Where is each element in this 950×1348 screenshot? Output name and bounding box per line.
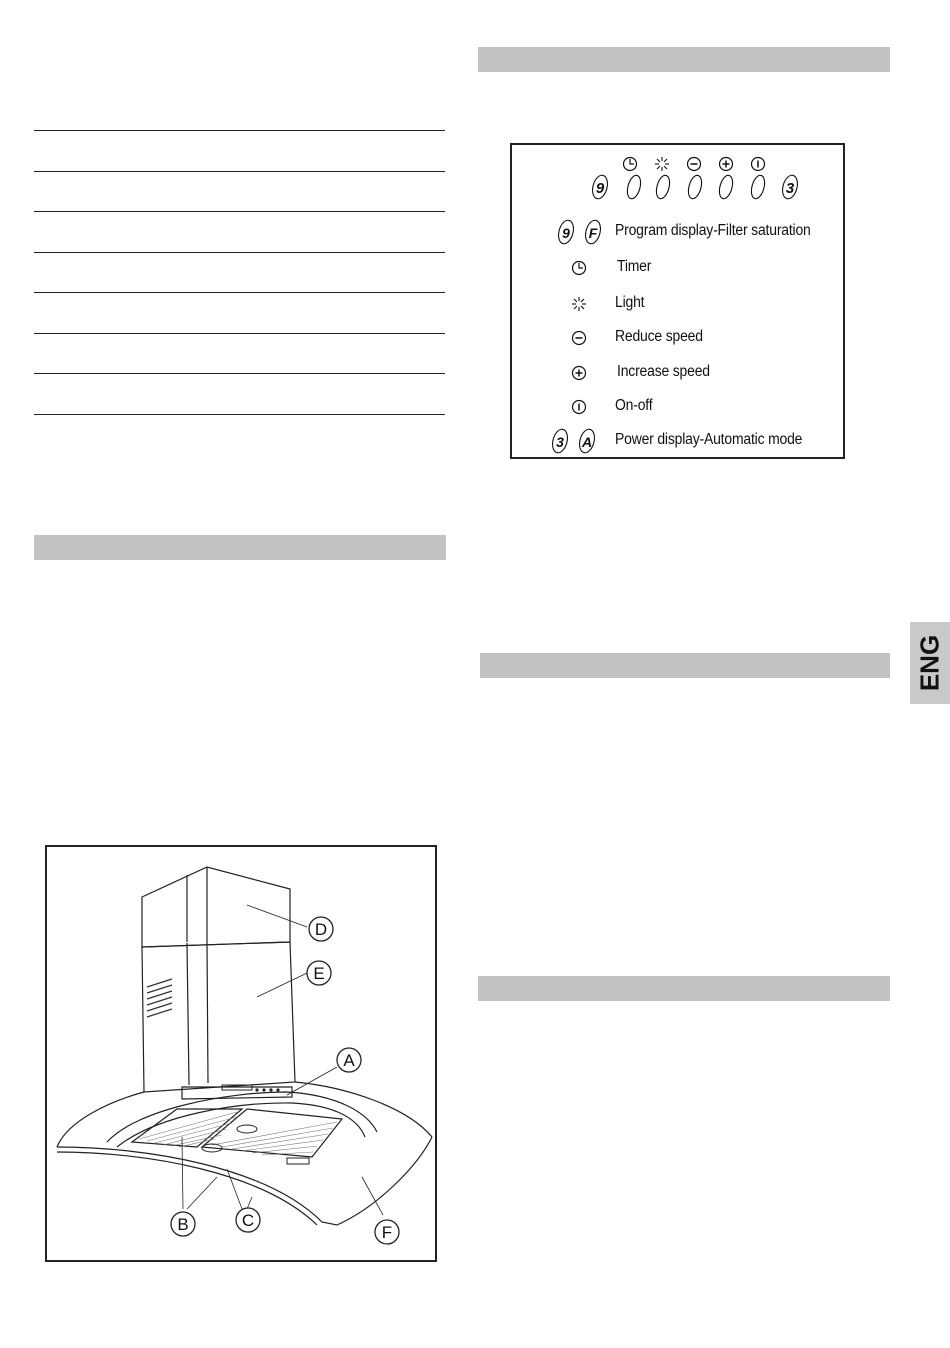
power-icon (752, 158, 765, 171)
clock-icon (569, 255, 589, 281)
callout-d (309, 917, 333, 941)
legend-row-increase-speed (512, 358, 847, 388)
chimney-vents (147, 979, 172, 1017)
hood-illustration (45, 845, 437, 1262)
digit-display-row (590, 174, 800, 201)
power-icon (569, 394, 589, 420)
program-filter-display-icon (552, 219, 612, 245)
section-header-bar (480, 653, 890, 678)
clock-icon (624, 158, 637, 171)
table-rule (34, 414, 445, 415)
legend-row-on-off (512, 392, 847, 422)
legend-row-light (512, 289, 847, 319)
hood-drawing (47, 847, 435, 1260)
legend-label: Reduce speed (615, 328, 703, 345)
grease-filter-mesh (139, 1112, 337, 1155)
callout-e (307, 961, 331, 985)
svg-text:3: 3 (556, 434, 564, 450)
legend-label: Power display-Automatic mode (615, 431, 803, 448)
table-rule (34, 373, 445, 374)
legend-label: Increase speed (617, 363, 710, 380)
section-header-bar (478, 976, 890, 1001)
svg-text:C: C (241, 1211, 255, 1230)
digit-slot (654, 174, 672, 200)
svg-text:E: E (313, 964, 325, 983)
control-panel-diagram (510, 143, 845, 459)
plus-icon (720, 158, 733, 171)
svg-text:B: B (177, 1215, 189, 1234)
digit-slot (749, 174, 767, 200)
table-rule (34, 333, 445, 334)
language-tab (910, 622, 950, 704)
section-header-bar (34, 535, 446, 560)
minus-icon (569, 325, 589, 351)
svg-text:F: F (588, 225, 598, 241)
table-rule (34, 292, 445, 293)
legend-row-timer (512, 253, 847, 283)
power-automatic-display-icon (546, 428, 606, 454)
language-tab-label: ENG (914, 634, 945, 692)
plus-icon (569, 360, 589, 386)
legend-row-program-display (512, 217, 847, 247)
control-panel-top-icons (512, 145, 847, 215)
digit-slot (625, 174, 643, 200)
table-rule (34, 211, 445, 212)
digit-left: 9 (595, 180, 605, 197)
section-header-bar (478, 47, 890, 72)
table-rule (34, 171, 445, 172)
svg-text:F: F (381, 1223, 393, 1242)
legend-label: Timer (617, 258, 652, 275)
digit-slot (686, 174, 704, 200)
legend-row-power-display (512, 426, 847, 456)
light-icon (569, 291, 589, 317)
minus-icon (688, 158, 701, 171)
digit-right: 3 (785, 180, 795, 197)
svg-text:A: A (343, 1051, 355, 1070)
callout-b (171, 1212, 195, 1236)
legend-row-reduce-speed (512, 323, 847, 353)
digit-slot (717, 174, 735, 200)
legend-label: On-off (615, 397, 653, 414)
svg-text:A: A (581, 434, 593, 450)
callout-a (337, 1048, 361, 1072)
svg-text:9: 9 (562, 225, 570, 241)
legend-label: Program display-Filter saturation (615, 222, 811, 239)
callout-c (236, 1208, 260, 1232)
light-icon (655, 157, 669, 171)
table-rule (34, 130, 445, 131)
callout-f (375, 1220, 399, 1244)
svg-text:D: D (314, 920, 328, 939)
legend-label: Light (615, 294, 645, 311)
table-rule (34, 252, 445, 253)
